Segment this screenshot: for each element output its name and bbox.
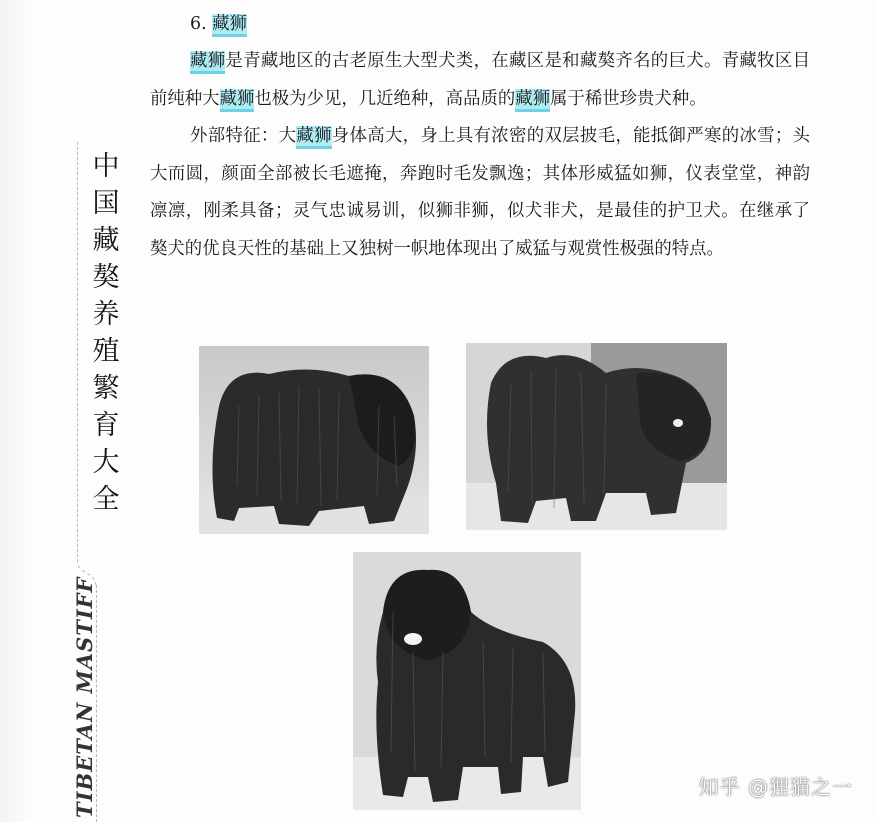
text-run: 寒的冰雪；头大而圆，颜面全部被长毛遮掩，奔跑时毛发飘逸；其体形 — [150, 126, 810, 184]
book-title-char: 藏 — [92, 225, 120, 256]
book-title-char: 育 — [92, 410, 120, 441]
article-body — [150, 6, 810, 268]
book-title-char: 中 — [92, 151, 120, 182]
text-run: 也极为少见，几近绝种，高品质的 — [254, 88, 516, 109]
section-title: 藏狮 — [212, 14, 247, 37]
book-title-char: 獒 — [92, 262, 120, 293]
paragraph-intro — [150, 43, 810, 118]
book-title-char: 殖 — [92, 336, 120, 367]
book-title-char: 全 — [92, 484, 120, 515]
text-run: 身体高大，身上具有浓密的双层披毛，能抵御严 — [331, 126, 704, 146]
highlighted-term: 藏狮 — [296, 126, 331, 149]
dog-photo-rear-view — [466, 343, 727, 530]
highlighted-term: 藏狮 — [220, 89, 255, 112]
section-heading — [190, 6, 810, 43]
book-title-char: 国 — [92, 188, 120, 219]
text-run: 属 — [550, 88, 568, 109]
book-title-char: 养 — [92, 299, 120, 330]
text-run: 犬。青藏牧区目前纯种大 — [150, 51, 810, 109]
page-gutter — [0, 0, 30, 822]
text-run: 是青藏地区的古老原生大型犬类，在藏区是和藏獒齐名的巨 — [225, 51, 687, 71]
book-title-char: 繁 — [92, 373, 120, 404]
highlighted-term: 藏狮 — [190, 51, 225, 74]
text-run: 独树一帜地体现出了威猛与观赏性极强的特点。 — [358, 238, 724, 259]
section-number: 6. — [190, 14, 207, 34]
dog-photo-front-view — [353, 552, 581, 810]
book-title-char: 大 — [92, 447, 120, 478]
text-run: 狮，似犬非犬，是最佳的护卫犬。在继承了獒犬的优良天性的基础上又 — [150, 201, 810, 259]
book-title-english: TIBETAN MASTIFF — [72, 576, 97, 818]
highlighted-term: 藏狮 — [515, 89, 550, 112]
zhihu-watermark: 知乎 @狸猫之一 — [698, 775, 853, 799]
text-run: 于稀世珍贵犬种。 — [567, 88, 707, 109]
book-title-vertical — [86, 148, 126, 518]
text-run: 外部特征：大 — [190, 126, 297, 146]
text-run: 威猛如狮，仪表堂堂，神韵凛凛，刚柔具备；灵气忠诚易训，似狮非 — [150, 163, 810, 221]
dog-photo-side-view — [199, 346, 429, 534]
paragraph-features — [150, 118, 810, 268]
margin-dashed-line — [77, 142, 78, 562]
